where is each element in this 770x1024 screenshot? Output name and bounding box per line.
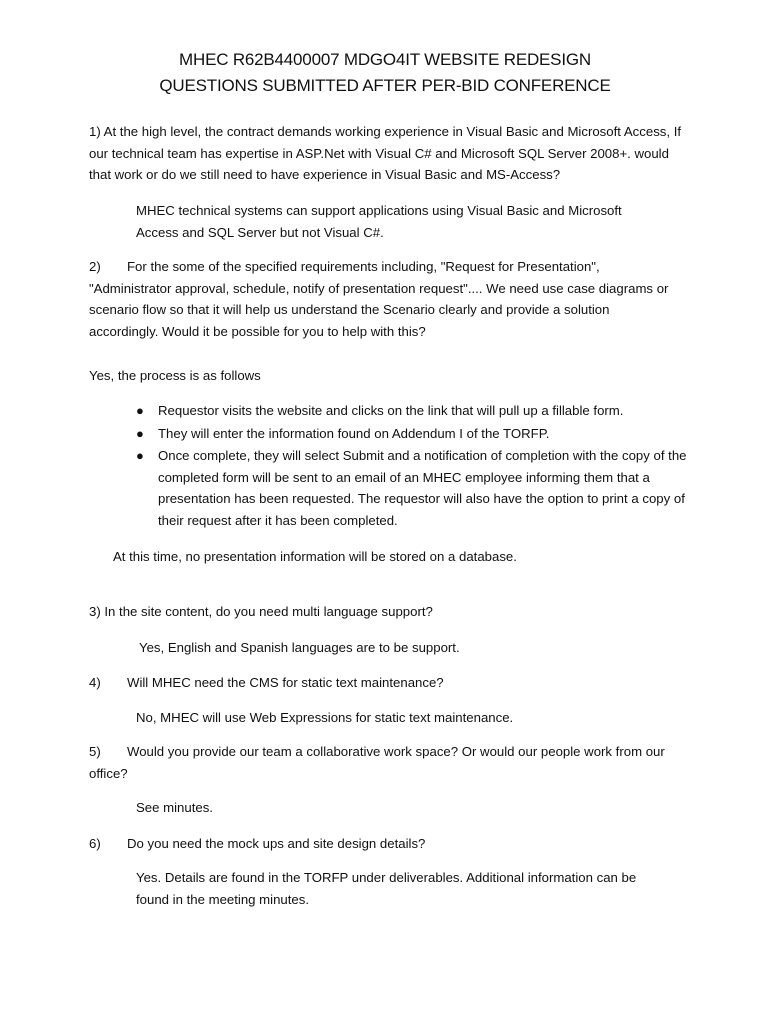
question-6: [89, 833, 689, 855]
answer-4: No, MHEC will use Web Expressions for static text maintenance.: [136, 710, 514, 725]
answer-6: Yes. Details are found in the TORFP under deliverables. Additional information can be found in the meeting minutes.: [136, 870, 637, 907]
question-5-number: 5): [89, 744, 101, 759]
answer-1: MHEC technical systems can support applications using Visual Basic and Microsoft Access and SQL Server but not Visual C#.: [136, 203, 622, 240]
bullet-icon: ●: [136, 448, 144, 463]
question-6-text: Do you need the mock ups and site design details?: [127, 836, 426, 851]
question-4: [89, 672, 689, 694]
question-6-number: 6): [89, 836, 101, 851]
question-2-number: 2): [89, 259, 101, 274]
document-title-line-1: MHEC R62B4400007 MDGO4IT WEBSITE REDESIGN: [179, 50, 591, 69]
answer-5: See minutes.: [136, 800, 213, 815]
question-1: 1) At the high level, the contract demands working experience in Visual Basic and Microsoft Access, If our technical team has expertise in ASP.Net with Visual C# and Microsoft SQL Server 2008+. would that work or do we still need to have experience in Visual Basic and MS-Access?: [89, 124, 682, 182]
question-5-text: Would you provide our team a collaborative work space? Or would our people work from our office?: [89, 744, 665, 781]
answer-2-intro: Yes, the process is as follows: [89, 368, 261, 383]
question-5: [89, 741, 689, 784]
list-item: ● Requestor visits the website and clicks on the link that will pull up a fillable form.: [136, 400, 691, 422]
question-4-number: 4): [89, 675, 101, 690]
answer-2-note: At this time, no presentation information will be stored on a database.: [113, 549, 517, 564]
question-2-text: For the some of the specified requirements including, "Request for Presentation", "Administrator approval, schedule, notify of presentation request".... We need use case diagrams or scenario flow so that it will help us understand the Scenario clearly and provide a solution accordingly. Would it be possible for you to help with this?: [89, 259, 669, 339]
question-3: 3) In the site content, do you need multi language support?: [89, 604, 433, 619]
document-title-line-2: QUESTIONS SUBMITTED AFTER PER-BID CONFERENCE: [159, 76, 611, 95]
question-2: [89, 256, 674, 342]
bullet-icon: ●: [136, 403, 144, 418]
list-item: ● They will enter the information found on Addendum I of the TORFP.: [136, 423, 691, 445]
answer-3: Yes, English and Spanish languages are to be support.: [139, 640, 460, 655]
question-4-text: Will MHEC need the CMS for static text maintenance?: [127, 675, 444, 690]
bullet-icon: ●: [136, 425, 144, 441]
process-bullet-list: [136, 400, 691, 532]
list-item: ● Once complete, they will select Submit and a notification of completion with the copy of the completed form will be sent to an email of an MHEC employee informing them that a presentation has been requested. The requestor will also have the option to print a copy of their request after it has been completed.: [136, 445, 691, 531]
